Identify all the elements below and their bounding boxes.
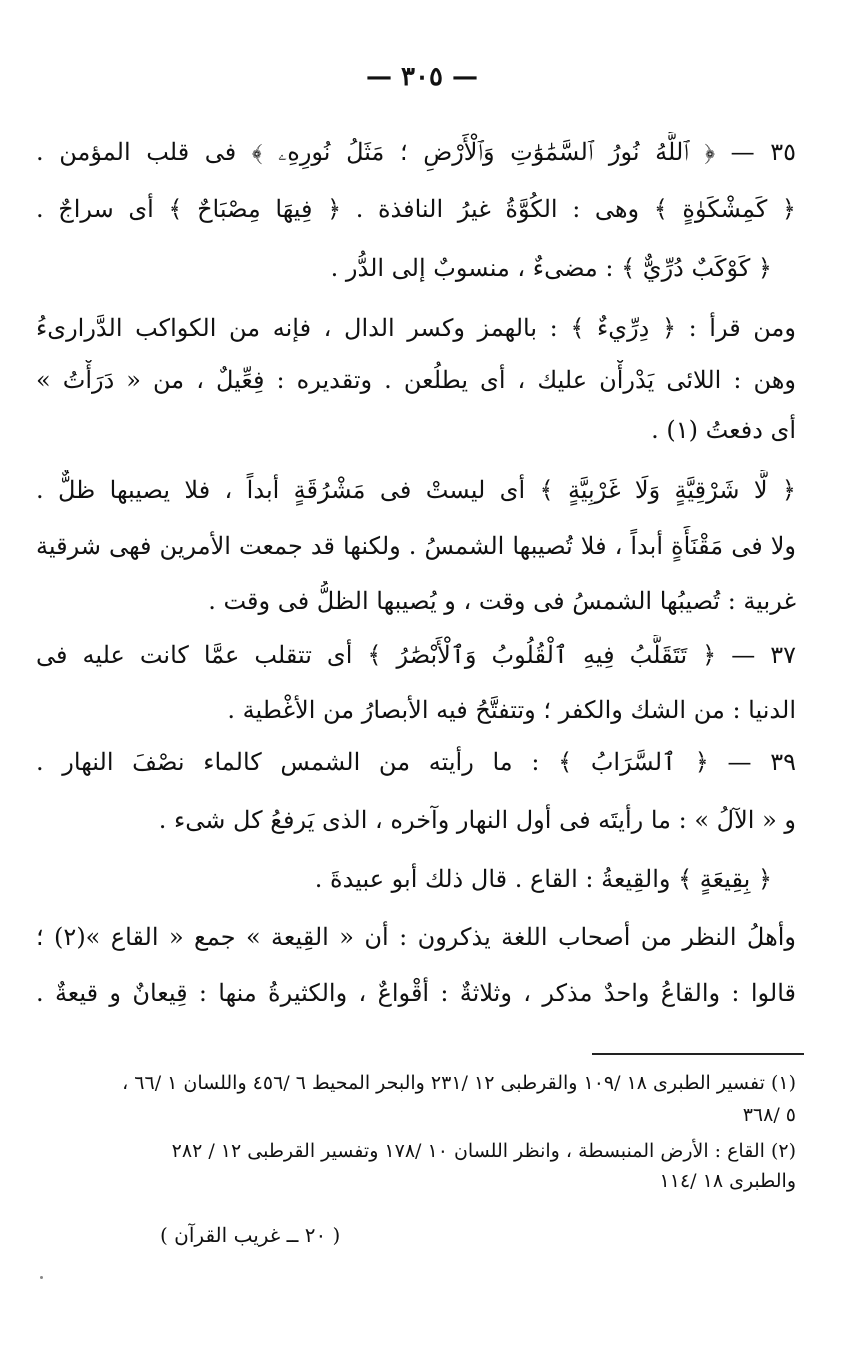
text-line: وهن : اللائى يَدْرأْن عليك ، أى يطلُعن . وتقديره : فِعِّيلٌ ، من « دَرَأْتُ » (36, 366, 796, 394)
text-line: ﴿ لَّا شَرْقِيَّةٍ وَلَا غَرْبِيَّةٍ ﴾ أى ليستْ فى مَشْرُقَةٍ أبداً ، فلا يصيبها ظلٌّ . (36, 476, 796, 504)
text-line: وأهلُ النظر من أصحاب اللغة يذكرون : أن « القِيعة » جمع « القاع »(٢) ؛ (36, 923, 796, 951)
signature-mark: ( ٢٠ ــ غريب القرآن ) (160, 1223, 341, 1247)
text-line-verse-35: ٣٥ — ﴿ ٱللَّهُ نُورُ ٱلسَّمَٰوَٰتِ وَٱلْأَرْضِ ؛ مَثَلُ نُورِهِۦ ﴾ فى قلب المؤمن . (36, 138, 796, 166)
footnote-divider (592, 1053, 804, 1055)
text-line-verse-39: ٣٩ — ﴿ ٱلسَّرَابُ ﴾ : ما رأيته من الشمس كالماء نصْفَ النهار . (36, 748, 796, 776)
text-line: ﴿ كَوْكَبٌ دُرِّيٌّ ﴾ : مضىءٌ ، منسوبٌ إلى الدُّر . (330, 254, 772, 282)
footnote-2: (٢) القاع : الأرض المنبسطة ، وانظر اللسان ١٠ /١٧٨ وتفسير القرطبى ١٢ / ٢٨٢ (171, 1140, 796, 1162)
text-line: الدنيا : من الشك والكفر ؛ وتتفتَّحُ فيه الأبصارُ من الأغْطية . (227, 696, 796, 724)
footnote-2-continuation: والطبرى ١٨ /١١٤ (659, 1170, 796, 1192)
scan-speck (40, 1276, 43, 1279)
footnote-1-continuation: ٥ /٣٦٨ (742, 1104, 796, 1126)
page-number: — ٣٠٥ — (365, 62, 479, 92)
text-line: ﴿ كَمِشْكَوٰةٍ ﴾ وهى : الكُوَّةُ غيرُ النافذة . ﴿ فِيهَا مِصْبَاحٌ ﴾ أى سراجٌ . (36, 195, 796, 223)
text-line: ﴿ بِقِيعَةٍ ﴾ والقِيعةُ : القاع . قال ذلك أبو عبيدةَ . (314, 865, 772, 893)
footnote-1: (١) تفسير الطبرى ١٨ /١٠٩ والقرطبى ١٢ /٢٣١ والبحر المحيط ٦ /٤٥٦ واللسان ١ /٦٦ ، (122, 1072, 796, 1094)
text-line: أى دفعتُ (١) . (651, 416, 796, 444)
text-line: قالوا : والقاعُ واحدٌ مذكر ، وثلاثةٌ : أقْواعٌ ، والكثيرةُ منها : قِيعانٌ و قيعةٌ . (36, 979, 796, 1007)
text-line-verse-37: ٣٧ — ﴿ تَتَقَلَّبُ فِيهِ ٱلْقُلُوبُ وَٱلْأَبْصَٰرُ ﴾ أى تتقلب عمَّا كانت عليه فى (36, 641, 796, 669)
text-line: ولا فى مَقْنَأَةٍ أبداً ، فلا تُصيبها الشمسُ . ولكنها قد جمعت الأمرين فهى شرقية (36, 532, 796, 560)
text-line: ومن قرأ : ﴿ دِرِّيءٌ ﴾ : بالهمز وكسر الدال ، فإنه من الكواكب الدَّرارىءُ (36, 314, 796, 342)
text-line: غربية : تُصيبُها الشمسُ فى وقت ، و يُصيبها الظلُّ فى وقت . (208, 587, 796, 615)
text-line: و « الآلُ » : ما رأيتَه فى أول النهار وآخره ، الذى يَرفعُ كل شىء . (158, 806, 796, 834)
